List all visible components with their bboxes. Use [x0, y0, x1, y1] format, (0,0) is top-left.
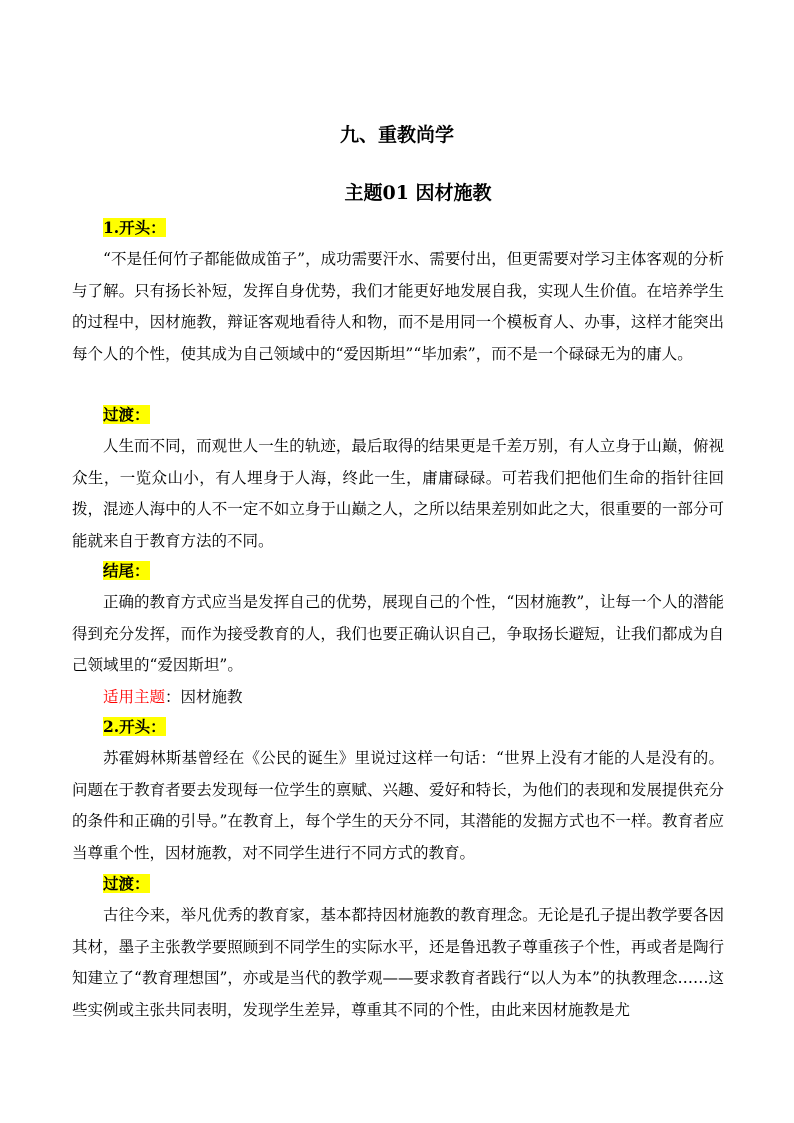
applicable-topic-value: ：因材施教	[165, 688, 243, 706]
section-paragraph-opening-2	[72, 743, 724, 869]
paragraph-text: “不是任何竹子都能做成笛子”，成功需要汗水、需要付出，但更需要对学习主体客观的分析与了解。只有扬长补短，发挥自身优势，我们才能更好地发展自我，实现人生价值。在培养学生的过程中，因材施教，辩证客观地看待人和物，而不是用同一个模板育人、办事，这样才能突出每个人的个性，使其成为自己领域中的“爱因斯坦”“毕加索”，而不是一个碌碌无为的庸人。	[72, 250, 724, 363]
section-paragraph-opening-1	[72, 244, 724, 370]
section-label-transition-2	[103, 873, 150, 895]
applicable-topic-key: 适用主题	[103, 688, 166, 706]
section-paragraph-transition-2	[72, 900, 724, 1026]
section-label-text: 2.开头：	[103, 717, 166, 736]
paragraph-text: 苏霍姆林斯基曾经在《公民的诞生》里说过这样一句话：“世界上没有才能的人是没有的。问题在于教育者要去发现每一位学生的禀赋、兴趣、爱好和特长，为他们的表现和发展提供充分的条件和正确的引导。”在教育上，每个学生的天分不同，其潜能的发掘方式也不一样。教育者应当尊重个性，因材施教，对不同学生进行不同方式的教育。	[72, 749, 724, 862]
applicable-topic	[103, 686, 243, 708]
section-label-transition-1	[103, 404, 150, 426]
section-paragraph-transition-1	[72, 431, 724, 557]
section-paragraph-ending	[72, 587, 724, 682]
paragraph-text: 古往今来，举凡优秀的教育家，基本都持因材施教的教育理念。无论是孔子提出教学要各因其材，墨子主张教学要照顾到不同学生的实际水平，还是鲁迅教子尊重孩子个性，再或者是陶行知建立了“教育理想国”，亦或是当代的教学观——要求教育者践行“以人为本”的执教理念……这些实例或主张共同表明，发现学生差异，尊重其不同的个性，由此来因材施教是尤	[72, 906, 724, 1019]
section-label-text: 过渡：	[103, 405, 150, 424]
paragraph-text: 人生而不同，而观世人一生的轨迹，最后取得的结果更是千差万别，有人立身于山巅，俯视众生，一览众山小，有人埋身于人海，终此一生，庸庸碌碌。可若我们把他们生命的指针往回拨，混迹人海中的人不一定不如立身于山巅之人，之所以结果差别如此之大，很重要的一部分可能就来自于教育方法的不同。	[72, 437, 724, 550]
document-title: 九、重教尚学	[339, 124, 454, 146]
document-subtitle: 主题01 因材施教	[344, 182, 492, 204]
paragraph-text: 正确的教育方式应当是发挥自己的优势，展现自己的个性，“因材施教”，让每一个人的潜能得到充分发挥，而作为接受教育的人，我们也要正确认识自己，争取扬长避短，让我们都成为自己领域里的“爱因斯坦”。	[72, 593, 724, 674]
section-label-text: 1.开头：	[103, 218, 166, 237]
section-label-opening-1	[103, 217, 166, 239]
section-label-text: 结尾：	[103, 561, 150, 580]
section-label-ending	[103, 560, 150, 582]
section-label-text: 过渡：	[103, 874, 150, 893]
section-label-opening-2	[103, 716, 166, 738]
